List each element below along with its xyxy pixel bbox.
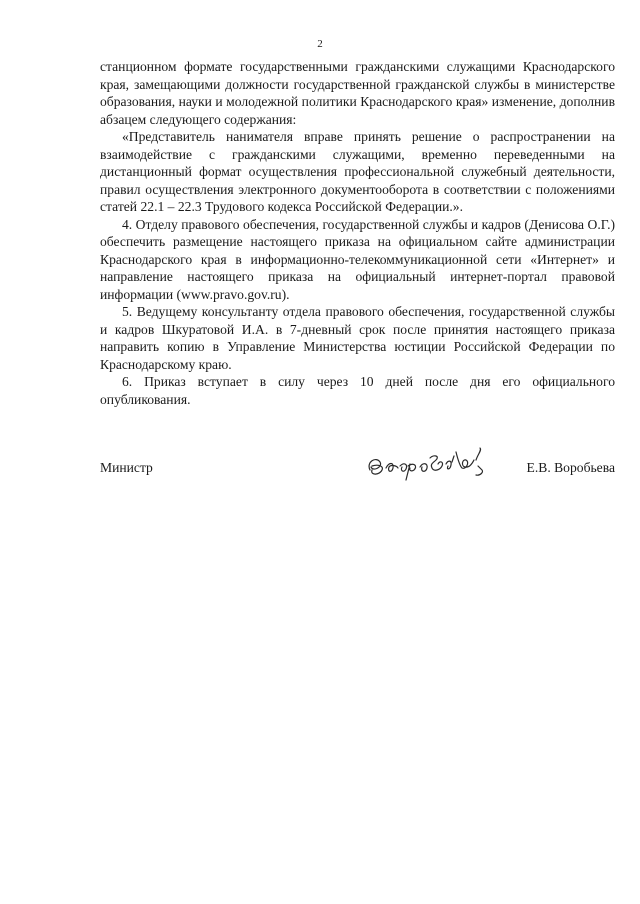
signature-block — [100, 440, 615, 490]
paragraph-quoted-amendment: «Представитель нанимателя вправе принять решение о распространении на взаимодействие с гражданскими служащими, временно переведенными на дистанционный формат осуществления профессиональной служебный деятельности, правил осуществления электронного документооборота в соответствии с положениями статей 22.1 – 22.3 Трудового кодекса Российской Федерации.». — [100, 129, 615, 214]
paragraph-continuation: станционном формате государственными гражданскими служащими Краснодарского края, замещающими должности государственной гражданской службы в министерстве образования, науки и молодежной политики Краснодарского края» изменение, дополнив абзацем следующего содержания: — [100, 59, 615, 127]
handwritten-signature — [362, 440, 492, 484]
signer-position: Министр — [100, 460, 153, 475]
paragraph-item-5: 5. Ведущему консультанту отдела правового обеспечения, государственной службы и кадров Шкуратовой И.А. в 7-дневный срок после принятия настоящего приказа направить копию в Управление Министерства юстиции Российской Федерации по Краснодарскому краю. — [100, 304, 615, 372]
paragraph-item-6: 6. Приказ вступает в силу через 10 дней после дня его официального опубликования. — [100, 374, 615, 407]
page-number: 2 — [317, 38, 323, 50]
paragraph-item-4: 4. Отделу правового обеспечения, государственной службы и кадров (Денисова О.Г.) обеспечить размещение настоящего приказа на официальном сайте администрации Краснодарского края в информационно-телекоммуникационной сети «Интернет» и направление настоящего приказа на официальный интернет-портал правовой информации (www.pravo.gov.ru). — [100, 216, 615, 302]
document-body — [100, 58, 615, 408]
signer-name: Е.В. Воробьева — [526, 460, 615, 475]
